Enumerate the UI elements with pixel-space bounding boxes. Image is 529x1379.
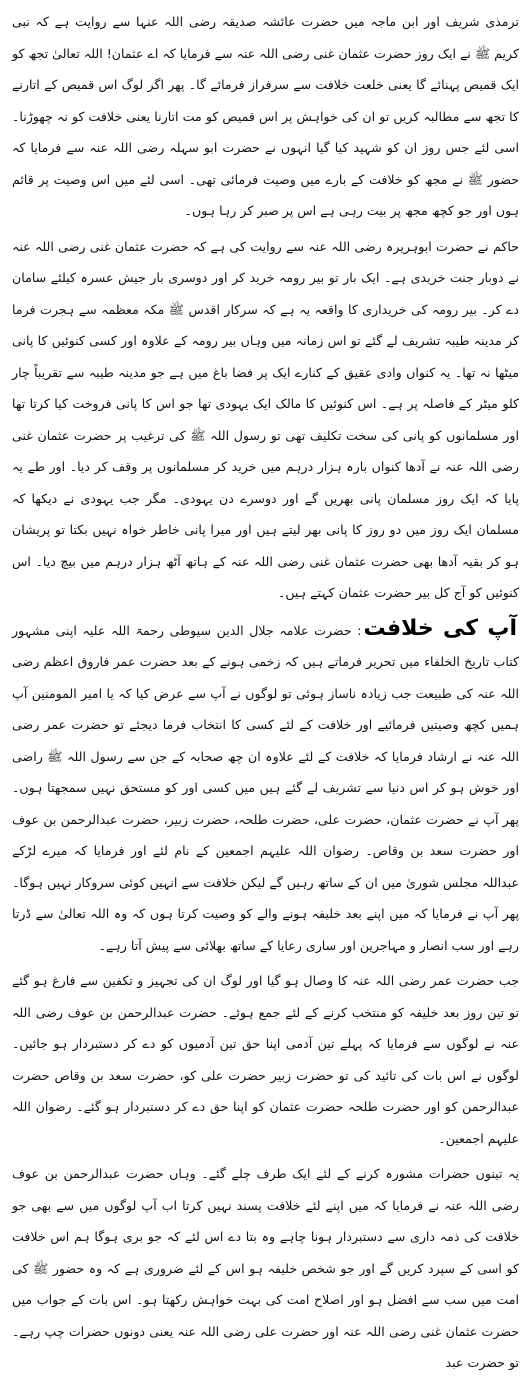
paragraph-tirmidhi-narration: ترمذی شریف اور ابن ماجہ میں حضرت عائشہ صدیقہ رضی اللہ عنہا سے روایت ہے کہ نبی کریم ﷺ نے ایک روز حضرت عثمان غنی رضی اللہ عنہ سے فرمایا کہ اے عثمان! اللہ تعالیٰ تجھ کو ایک قمیص پہنائے گا یعنی خلعت خلافت سے سرفراز فرمائے گا۔ پھر اگر لوگ اس قمیص کے اتارنے کا تجھ سے مطالبہ کریں تو ان کی خواہش پر اس قمیص کو مت اتارنا یعنی خلافت کو نہ چھوڑنا۔ اسی لئے جس روز ان کو شہید کیا گیا انہوں نے حضرت ابو سہلہ رضی اللہ عنہ سے فرمایا کہ حضور ﷺ نے مجھ کو خلافت کے بارے میں وصیت فرمائی تھی۔ اسی لئے میں اس وصیت پر قائم ہوں اور جو کچھ مجھ پر بیت رہی ہے اس پر صبر کر رہا ہوں۔ [12, 14, 519, 218]
paragraph-consultation: یہ تینوں حضرات مشورہ کرنے کے لئے ایک طرف چلے گئے۔ وہاں حضرت عبدالرحمن بن عوف رضی اللہ عنہ نے فرمایا کہ میں اپنے لئے خلافت پسند نہیں کرتا اب آپ لوگوں میں سے بھی جو خلافت کی ذمہ داری سے دستبردار ہونا چاہے وہ بتا دے اس لئے کہ جو بری ہوگا ہم اس خلافت کو اسی کے سپرد کریں گے اور جو شخص خلیفہ ہو اس کے لئے ضروری ہے کہ وہ حضور ﷺ کی امت میں سب سے افضل ہو اور اصلاح امت کی بہت خواہش رکھتا ہو۔ اس بات کے جواب میں حضرت عثمان غنی رضی اللہ عنہ اور حضرت علی رضی اللہ عنہ یعنی دونوں حضرات چپ رہے۔ تو حضرت عبد [12, 1166, 519, 1370]
paragraph-caliphate [12, 613, 519, 962]
section-heading: آپ کی خلافت [363, 615, 517, 641]
paragraph-election: جب حضرت عمر رضی اللہ عنہ کا وصال ہو گیا اور لوگ ان کی تجہیز و تکفین سے فارغ ہو گئے تو تین روز بعد خلیفہ کو منتخب کرنے کے لئے جمع ہوئے۔ حضرت عبدالرحمن بن عوف رضی اللہ عنہ نے لوگوں سے فرمایا کہ پہلے تین آدمی اپنا حق تین آدمیوں کو دے کر دستبردار ہو جائیں۔ لوگوں نے اس بات کی تائید کی تو حضرت زبیر حضرت علی کو، حضرت سعد بن وقاص حضرت عبدالرحمن کو اور حضرت طلحہ حضرت عثمان کو اپنا حق دے کر دستبردار ہو گئے۔ رضوان اللہ علیہم اجمعین۔ [12, 973, 519, 1146]
paragraph-caliphate-text: : حضرت علامہ جلال الدین سیوطی رحمۃ اللہ علیہ اپنی مشہور کتاب تاریخ الخلفاء میں تحریر فرماتے ہیں کہ زخمی ہونے کے بعد حضرت عمر فاروق اعظم رضی اللہ عنہ کی طبیعت جب زیادہ ناساز ہوئی تو لوگوں نے آپ سے عرض کیا کہ یا امیر المومنین آپ ہمیں کچھ وصیتیں فرمائیے اور خلافت کے لئے کسی کا انتخاب فرما دیجئے تو حضرت عمر رضی اللہ عنہ نے ارشاد فرمایا کہ خلافت کے لئے علاوہ ان چھ صحابہ کے جن سے رسول اللہ ﷺ راضی اور خوش ہو کر اس دنیا سے تشریف لے گئے ہیں میں کسی اور کو مستحق نہیں سمجھتا ہوں۔ پھر آپ نے حضرت عثمان، حضرت علی، حضرت طلحہ، حضرت زبیر، حضرت عبدالرحمن بن عوف اور حضرت سعد بن وقاص۔ رضوان اللہ علیہم اجمعین کے نام لئے اور فرمایا کہ میرے لڑکے عبداللہ مجلس شوریٰ میں ان کے ساتھ رہیں گے لیکن خلافت سے انہیں کوئی سروکار نہیں ہوگا۔ پھر آپ نے فرمایا کہ میں اپنے بعد خلیفہ ہونے والے کو وصیت کرتا ہوں کہ وہ اللہ تعالیٰ سے ڈرتا رہے اور سب انصار و مہاجرین اور ساری رعایا کے ساتھ بھلائی سے پیش آتا رہے۔ [12, 622, 519, 953]
paragraph-bir-rumah: حاکم نے حضرت ابوہریرہ رضی اللہ عنہ سے روایت کی ہے کہ حضرت عثمان غنی رضی اللہ عنہ نے دوبار جنت خریدی ہے۔ ایک بار تو بیر رومہ خرید کر اور دوسری بار جیش عسرہ کیلئے سامان دے کر۔ بیر رومہ کی خریداری کا واقعہ یہ ہے کہ سرکار اقدس ﷺ مکہ معظمہ سے ہجرت فرما کر مدینہ طیبہ تشریف لے گئے تو اس زمانہ میں وہاں بیر رومہ کے علاوہ اور کسی کنوئیں کا پانی میٹھا نہ تھا۔ یہ کنواں وادی عقیق کے کنارے ایک پر فضا باغ میں ہے جو مدینہ طیبہ سے تقریباً چار کلو میٹر کے فاصلہ پر ہے۔ اس کنوئیں کا مالک ایک یہودی تھا جو اس کا پانی فروخت کیا کرتا تھا اور مسلمانوں کو پانی کی سخت تکلیف تھی تو رسول اللہ ﷺ کی ترغیب پر حضرت عثمان غنی رضی اللہ عنہ نے آدھا کنواں بارہ ہزار درہم میں خرید کر مسلمانوں پر وقف کر دیا۔ اور طے یہ پایا کہ ایک روز مسلمان پانی بھریں گے اور دوسرے دن یہودی۔ مگر جب یہودی نے دیکھا کہ مسلمان ایک روز میں دو روز کا پانی بھر لیتے ہیں اور میرا پانی خاطر خواہ نہیں بکتا تو پریشان ہو کر بقیہ آدھا بھی حضرت عثمان غنی رضی اللہ عنہ کے ہاتھ آٹھ ہزار درہم میں بیچ دیا۔ اس کنوئیں کو آج کل بیر حضرت عثمان کہتے ہیں۔ [12, 238, 519, 600]
